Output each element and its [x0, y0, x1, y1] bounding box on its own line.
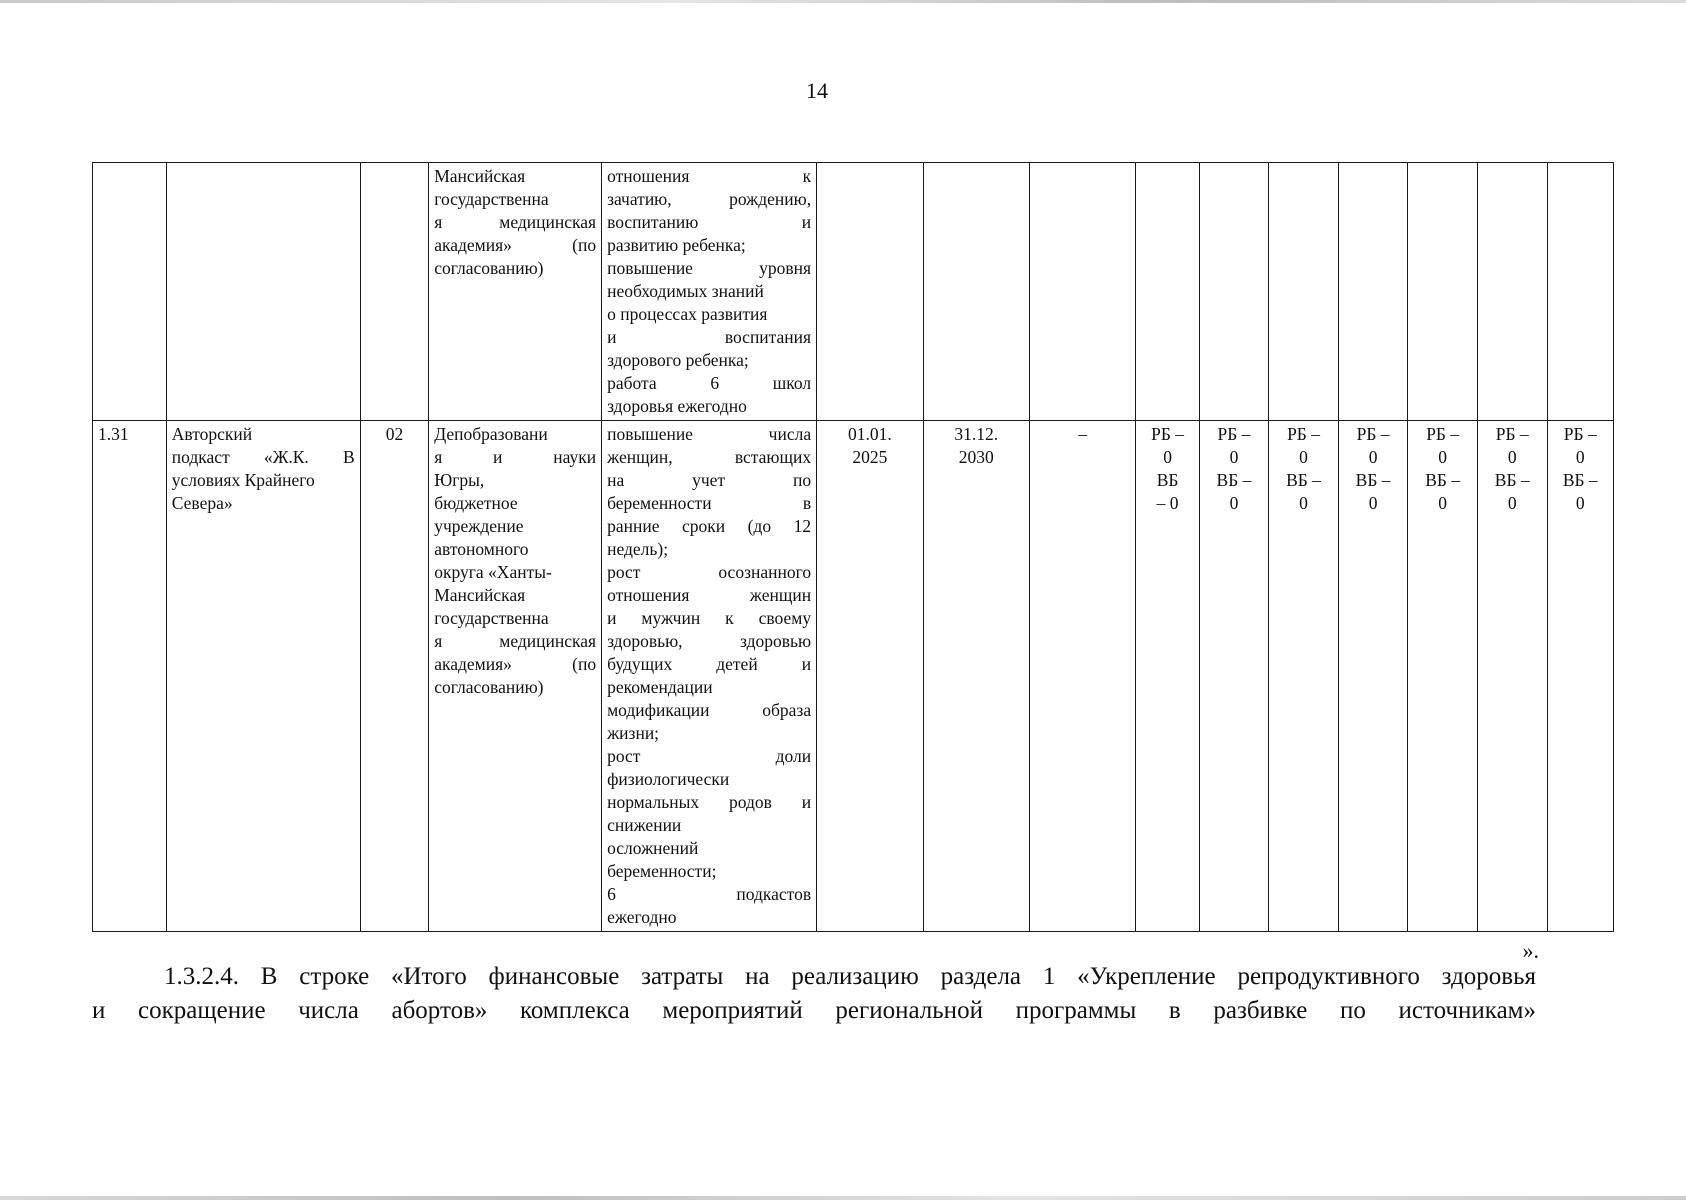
- text-line: 6 подкастов: [607, 884, 812, 904]
- text-line: 31.12.: [954, 424, 999, 444]
- text-line: рекомендации: [607, 677, 713, 697]
- text-line: повышение числа: [607, 424, 812, 444]
- cell-empty: [1477, 163, 1547, 421]
- text-line: академия» (по: [434, 654, 597, 674]
- cell-code: 02: [360, 421, 429, 932]
- text-line: зачатию, рождению,: [607, 189, 812, 209]
- text-line: РБ –: [1495, 424, 1529, 444]
- text-line: РБ –: [1563, 424, 1597, 444]
- cell-executor: [429, 421, 602, 932]
- cell-code-empty: [360, 163, 429, 421]
- text-line: ВБ –: [1216, 470, 1252, 490]
- text-line: здоровья ежегодно: [607, 396, 747, 416]
- cell-measure-name: [166, 421, 360, 932]
- text-line: подкаст «Ж.К. В: [171, 447, 355, 467]
- text-line: нормальных родов и: [607, 792, 812, 812]
- text-line: ВБ: [1156, 470, 1179, 490]
- text-line: 0: [1229, 447, 1239, 467]
- text-line: 01.01.: [847, 424, 892, 444]
- text-line: 0: [1575, 493, 1585, 513]
- text-line: 0: [1438, 447, 1448, 467]
- cell-executor-continued: [429, 163, 602, 421]
- text-line: 2030: [958, 447, 994, 467]
- text-line: ранние сроки (до 12: [607, 516, 812, 536]
- closing-quote-mark: ».: [1522, 938, 1539, 963]
- text-line: осложнений: [607, 838, 699, 858]
- text-line: снижении: [607, 815, 682, 835]
- cell-row-number: 1.31: [93, 421, 167, 932]
- cell-empty: [817, 163, 923, 421]
- text-line: недель);: [607, 539, 669, 559]
- text-line: беременности;: [607, 861, 717, 881]
- text-line: Депобразовани: [434, 424, 548, 444]
- cell-empty: [1547, 163, 1614, 421]
- cell-name-empty: [166, 163, 360, 421]
- paragraph-line: 1.3.2.4. В строке «Итого финансовые затраты на реализацию раздела 1 «Укрепление репродуктивного здоровья: [164, 963, 1536, 990]
- text-line: Мансийская: [434, 585, 526, 605]
- cell-start-date: [817, 421, 923, 932]
- text-line: условиях Крайнего: [171, 470, 315, 490]
- cell-empty: [923, 163, 1029, 421]
- text-line: физиологически: [607, 769, 730, 789]
- table-row-continuation: [93, 163, 1614, 421]
- text-line: 0: [1507, 447, 1517, 467]
- text-line: о процессах развития: [607, 304, 768, 324]
- text-line: повышение уровня: [607, 258, 812, 278]
- cell-empty: [1199, 163, 1269, 421]
- scan-top-edge: [0, 0, 1686, 3]
- text-line: будущих детей и: [607, 654, 812, 674]
- text-line: отношения женщин: [607, 585, 812, 605]
- text-line: округа «Ханты-: [434, 562, 552, 582]
- text-line: РБ –: [1151, 424, 1185, 444]
- paragraph-line: и сокращение числа абортов» комплекса мероприятий региональной программы в разбивке по источникам»: [92, 997, 1536, 1024]
- cell-end-date: [923, 421, 1029, 932]
- text-line: воспитанию и: [607, 212, 812, 232]
- cell-funding-year-1: [1136, 421, 1199, 932]
- text-line: я медицинская: [434, 212, 597, 232]
- measures-table: [92, 162, 1614, 932]
- text-line: необходимых знаний: [607, 281, 764, 301]
- cell-number-empty: [93, 163, 167, 421]
- text-line: я и науки: [434, 447, 597, 467]
- text-line: 0: [1299, 447, 1308, 467]
- text-line: ВБ –: [1355, 470, 1391, 490]
- cell-empty: [1030, 163, 1136, 421]
- text-line: развитию ребенка;: [607, 235, 746, 255]
- text-line: ВБ –: [1425, 470, 1461, 490]
- text-line: согласованию): [434, 677, 544, 697]
- cell-funding-year-7: [1547, 421, 1614, 932]
- cell-funding-year-3: [1269, 421, 1339, 932]
- text-line: бюджетное: [434, 493, 518, 513]
- cell-funding-year-5: [1408, 421, 1478, 932]
- text-line: Авторский: [171, 424, 253, 444]
- text-line: рост доли: [607, 746, 812, 766]
- text-line: Севера»: [171, 493, 233, 513]
- cell-funding-year-6: [1477, 421, 1547, 932]
- text-line: отношения к: [607, 166, 812, 186]
- text-line: РБ –: [1356, 424, 1390, 444]
- text-line: ВБ –: [1494, 470, 1530, 490]
- text-line: женщин, встающих: [607, 447, 812, 467]
- text-line: 0: [1368, 493, 1378, 513]
- cell-empty: [1338, 163, 1408, 421]
- text-line: ВБ –: [1562, 470, 1598, 490]
- text-line: Мансийская: [434, 166, 526, 186]
- text-line: модификации образа: [607, 700, 812, 720]
- text-line: 0: [1575, 447, 1585, 467]
- text-line: 0: [1299, 493, 1308, 513]
- cell-result-continued: [602, 163, 817, 421]
- cell-dash: –: [1030, 421, 1136, 932]
- text-line: 0: [1163, 447, 1172, 467]
- text-line: ежегодно: [607, 907, 677, 927]
- text-line: я медицинская: [434, 631, 597, 651]
- text-line: здорового ребенка;: [607, 350, 749, 370]
- text-line: здоровью, здоровью: [607, 631, 812, 651]
- text-line: ВБ –: [1286, 470, 1321, 490]
- cell-funding-year-2: [1199, 421, 1269, 932]
- text-line: согласованию): [434, 258, 544, 278]
- text-line: академия» (по: [434, 235, 597, 255]
- text-line: и мужчин к своему: [607, 608, 812, 628]
- text-line: государственна: [434, 189, 549, 209]
- text-line: работа 6 школ: [607, 373, 812, 393]
- cell-empty: [1408, 163, 1478, 421]
- text-line: 0: [1507, 493, 1517, 513]
- text-line: 2025: [852, 447, 888, 467]
- text-line: РБ –: [1287, 424, 1320, 444]
- text-line: Югры,: [434, 470, 485, 490]
- text-line: на учет по: [607, 470, 812, 490]
- text-line: РБ –: [1217, 424, 1251, 444]
- text-line: автономного: [434, 539, 529, 559]
- scan-bottom-edge: [0, 1196, 1686, 1200]
- text-line: беременности в: [607, 493, 812, 513]
- text-line: жизни;: [607, 723, 660, 743]
- page-number: 14: [806, 78, 828, 103]
- text-line: РБ –: [1426, 424, 1460, 444]
- text-line: учреждение: [434, 516, 524, 536]
- cell-expected-result: [602, 421, 817, 932]
- text-line: государственна: [434, 608, 549, 628]
- table-row-1-31: [93, 421, 1614, 932]
- text-line: рост осознанного: [607, 562, 812, 582]
- text-line: и воспитания: [607, 327, 812, 347]
- text-line: 0: [1368, 447, 1378, 467]
- text-line: – 0: [1156, 493, 1179, 513]
- cell-empty: [1269, 163, 1339, 421]
- cell-empty: [1136, 163, 1199, 421]
- text-line: 0: [1229, 493, 1239, 513]
- cell-funding-year-4: [1338, 421, 1408, 932]
- text-line: 0: [1438, 493, 1448, 513]
- amendment-paragraph: [92, 960, 1536, 1028]
